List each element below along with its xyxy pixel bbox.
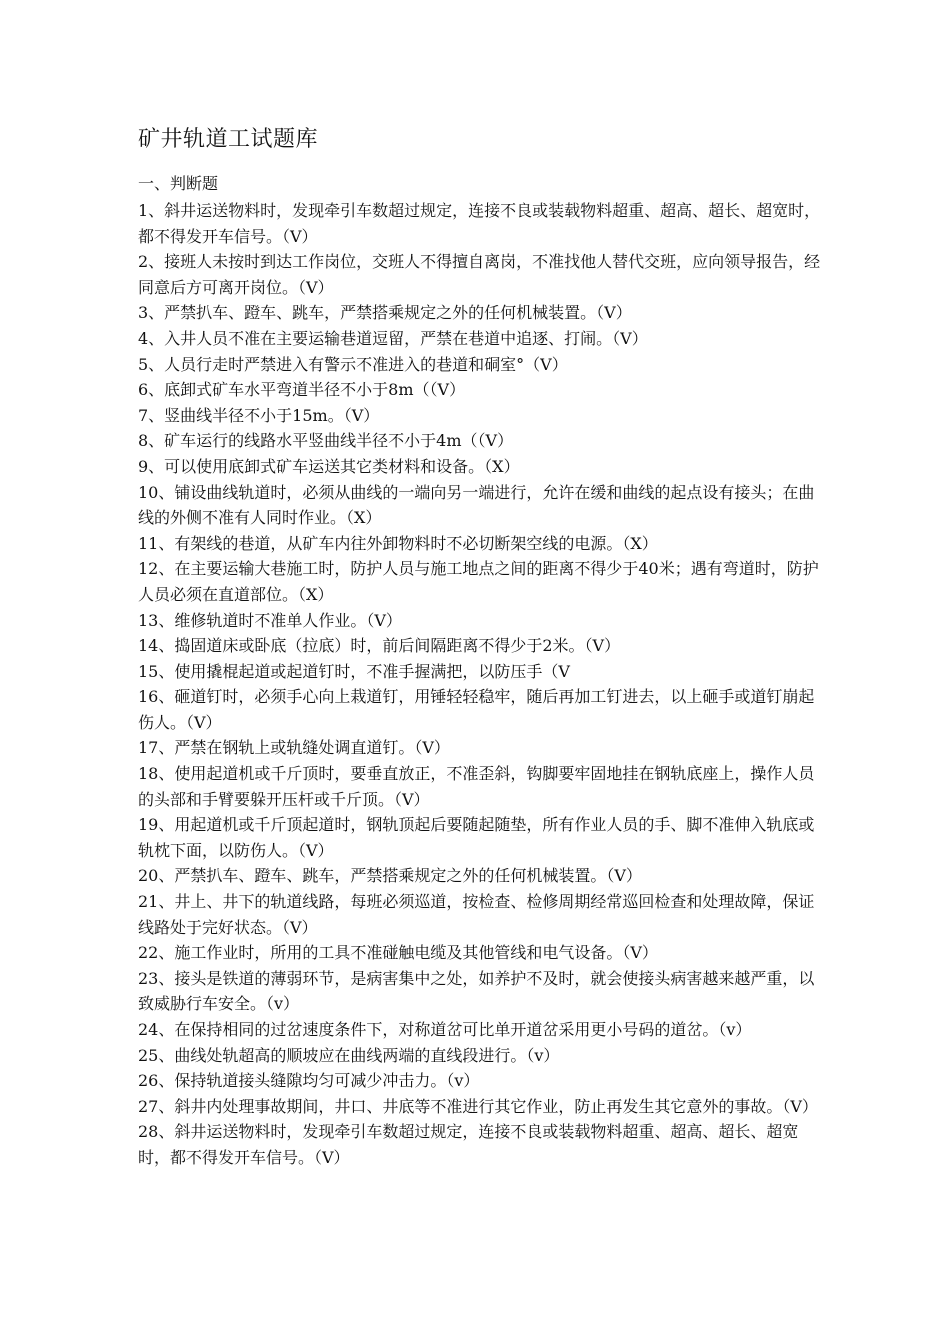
question-item: 14、捣固道床或卧底（拉底）时，前后间隔距离不得少于2米。（V） xyxy=(138,636,621,656)
question-item: 18、使用起道机或千斤顶时，要垂直放正，不准歪斜，钩脚要牢固地挂在钢轨底座上，操作人员的头部和手臂要躲开压杆或千斤顶。（V） xyxy=(138,764,815,809)
question-item: 4、入井人员不准在主要运输巷道逗留，严禁在巷道中追逐、打闹。（V） xyxy=(138,328,648,348)
question-item: 19、用起道机或千斤顶起道时，钢轨顶起后要随起随垫，所有作业人员的手、脚不准伸入轨底或轨枕下面，以防伤人。（V） xyxy=(138,815,815,860)
question-item: 12、在主要运输大巷施工时，防护人员与施工地点之间的距离不得少于40米；遇有弯道时，防护人员必须在直道部位。（X） xyxy=(138,559,819,604)
document-page xyxy=(138,124,828,1171)
question-item: 28、斜井运送物料时，发现牵引车数超过规定，连接不良或装载物料超重、超高、超长、超宽时，都不得发开车信号。（V） xyxy=(138,1122,799,1167)
question-item: 11、有架线的巷道，从矿车内往外卸物料时不必切断架空线的电源。（X） xyxy=(138,533,658,553)
question-item: 21、井上、井下的轨道线路，每班必须巡道，按检查、检修周期经常巡回检查和处理故障，保证线路处于完好状态。（V） xyxy=(138,892,815,937)
question-item: 2、接班人未按时到达工作岗位，交班人不得擅自离岗，不准找他人替代交班，应向领导报告，经同意后方可离开岗位。（V） xyxy=(138,252,821,297)
question-list xyxy=(138,198,828,1171)
document-title: 矿井轨道工试题库 xyxy=(138,127,319,152)
question-item: 23、接头是铁道的薄弱环节，是病害集中之处，如养护不及时，就会使接头病害越来越严重，以致威胁行车安全。（v） xyxy=(138,968,815,1014)
question-item: 13、维修轨道时不准单人作业。（V） xyxy=(138,610,402,630)
question-item: 16、砸道钉时，必须手心向上栽道钉，用锤轻轻稳牢，随后再加工钉进去，以上砸手或道钉崩起伤人。（V） xyxy=(138,687,815,732)
section-heading: 一、判断题 xyxy=(138,174,219,193)
question-item: 24、在保持相同的过岔速度条件下，对称道岔可比单开道岔采用更小号码的道岔。（v） xyxy=(138,1020,752,1039)
question-item: 7、竖曲线半径不小于15m。（V） xyxy=(138,405,380,425)
question-item: 17、严禁在钢轨上或轨缝处调直道钉。（V） xyxy=(138,738,450,758)
question-item: 8、矿车运行的线路水平竖曲线半径不小于4m（（V） xyxy=(138,431,514,451)
question-item: 5、人员行走时严禁进入有警示不准进入的巷道和硐室°（V） xyxy=(138,354,568,374)
question-item: 20、严禁扒车、蹬车、跳车，严禁搭乘规定之外的任何机械装置。（V） xyxy=(138,866,642,886)
question-item: 15、使用撬棍起道或起道钉时，不准手握满把，以防压手（V xyxy=(138,661,570,681)
question-item: 6、底卸式矿车水平弯道半径不小于8m（（V） xyxy=(138,380,466,400)
question-item: 27、斜井内处理事故期间，井口、井底等不准进行其它作业，防止再发生其它意外的事故。（V） xyxy=(138,1096,818,1116)
question-item: 1、斜井运送物料时，发现牵引车数超过规定，连接不良或装载物料超重、超高、超长、超宽时，都不得发开车信号。（V） xyxy=(138,201,821,246)
question-item: 26、保持轨道接头缝隙均匀可减少冲击力。（v） xyxy=(138,1071,480,1091)
question-item: 25、曲线处轨超高的顺坡应在曲线两端的直线段进行。（v） xyxy=(138,1045,560,1065)
question-item: 22、施工作业时，所用的工具不准碰触电缆及其他管线和电气设备。（V） xyxy=(138,943,658,963)
question-item: 9、可以使用底卸式矿车运送其它类材料和设备。（X） xyxy=(138,456,520,476)
question-item: 10、铺设曲线轨道时，必须从曲线的一端向另一端进行，允许在缓和曲线的起点设有接头；在曲线的外侧不准有人同时作业。（X） xyxy=(138,482,815,528)
question-item: 3、严禁扒车、蹬车、跳车，严禁搭乘规定之外的任何机械装置。（V） xyxy=(138,303,632,323)
